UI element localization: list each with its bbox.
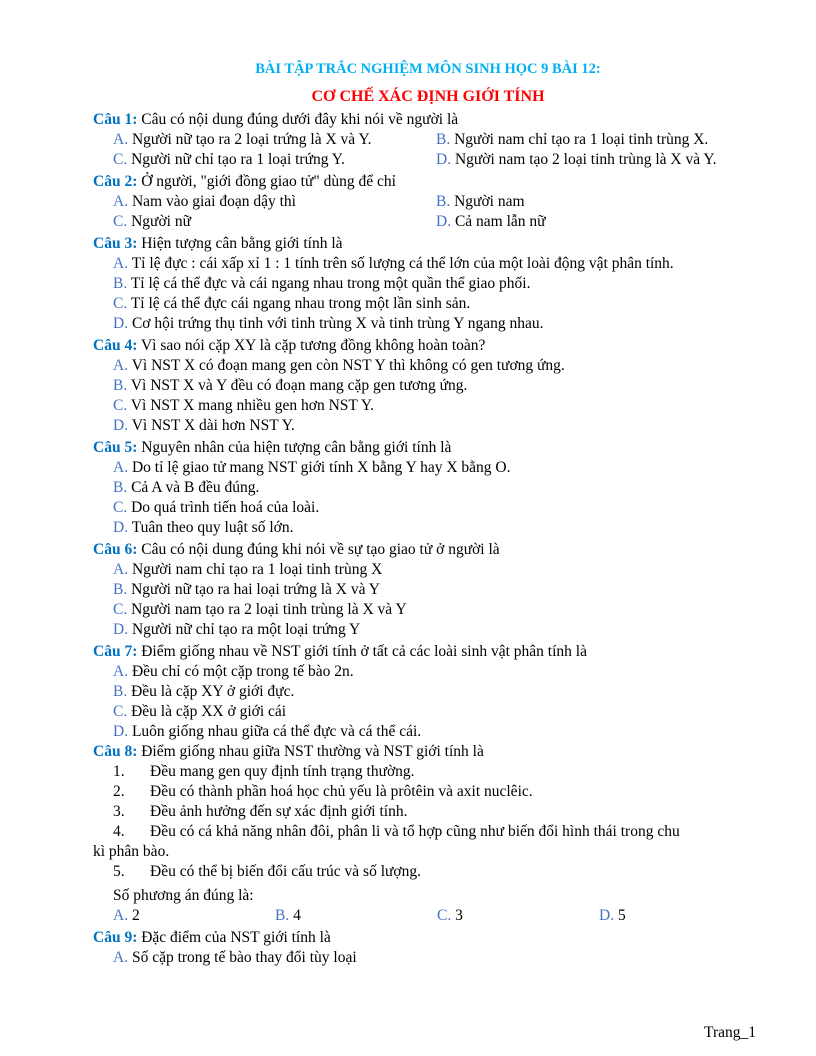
question-2 — [93, 172, 763, 232]
question-text: Đặc điểm của NST giới tính là — [141, 929, 331, 946]
statement-number: 2. — [113, 783, 125, 800]
question-stem — [93, 438, 763, 458]
question-9 — [93, 928, 763, 968]
options-row — [93, 130, 763, 150]
option-c — [93, 396, 763, 416]
option-c — [113, 150, 436, 170]
option-d — [93, 416, 763, 436]
option-text: Do quá trình tiến hoá của loài. — [131, 499, 320, 516]
option-letter: A. — [113, 357, 129, 374]
statement-1 — [93, 762, 763, 782]
question-stem — [93, 742, 763, 762]
document-page — [93, 58, 763, 968]
option-letter: D. — [113, 723, 129, 740]
option-text: Luôn giống nhau giữa cá thể đực và cá thể cái. — [131, 723, 422, 740]
option-letter: B. — [113, 275, 128, 292]
option-letter: D. — [436, 151, 452, 168]
option-text: Người nữ tạo ra 2 loại trứng là X và Y. — [131, 131, 372, 148]
question-label: Câu 4: — [93, 337, 138, 354]
option-d — [93, 314, 763, 334]
option-letter: B. — [436, 193, 451, 210]
statement-2 — [93, 782, 763, 802]
option-text: Tỉ lệ đực : cái xấp xỉ 1 : 1 tính trên số lượng cá thể lớn của một loài động vật phân tính. — [131, 255, 674, 272]
option-c — [113, 212, 436, 232]
option-a — [93, 254, 763, 274]
question-label: Câu 1: — [93, 111, 138, 128]
option-letter: D. — [113, 519, 129, 536]
question-4 — [93, 336, 763, 436]
question-label: Câu 2: — [93, 173, 138, 190]
option-text: Người nam — [454, 193, 525, 210]
options-row — [93, 192, 763, 212]
option-letter: C. — [113, 213, 128, 230]
option-text: Tỉ lệ cá thể đực và cái ngang nhau trong một quần thể giao phối. — [130, 275, 531, 292]
option-text: Do tỉ lệ giao tử mang NST giới tính X bằng Y hay X bằng O. — [131, 459, 511, 476]
option-letter: C. — [113, 397, 128, 414]
option-letter: A. — [113, 949, 129, 966]
question-label: Câu 5: — [93, 439, 138, 456]
statement-5 — [93, 862, 763, 882]
option-b — [436, 130, 759, 150]
option-letter: C. — [113, 601, 128, 618]
option-c — [93, 600, 763, 620]
question-text: Câu có nội dung đúng khi nói về sự tạo giao tử ở người là — [141, 541, 500, 558]
option-text: Tuân theo quy luật số lớn. — [131, 519, 294, 536]
option-text: Người nữ chỉ tạo ra một loại trứng Y — [131, 621, 361, 638]
statement-4 — [93, 822, 763, 842]
option-text: 3 — [455, 907, 463, 924]
question-6 — [93, 540, 763, 640]
option-d — [93, 518, 763, 538]
option-b — [93, 274, 763, 294]
option-letter: B. — [275, 907, 290, 924]
question-label: Câu 7: — [93, 643, 138, 660]
question-text: Điểm giống nhau giữa NST thường và NST giới tính là — [141, 743, 484, 760]
option-a — [93, 458, 763, 478]
option-a — [93, 560, 763, 580]
option-letter: B. — [113, 377, 128, 394]
question-stem — [93, 928, 763, 948]
options-row — [93, 906, 763, 926]
option-letter: D. — [113, 417, 129, 434]
question-stem — [93, 234, 763, 254]
statement-3 — [93, 802, 763, 822]
question-text: Vì sao nói cặp XY là cặp tương đồng không hoàn toàn? — [140, 337, 486, 354]
option-text: Vì NST X dài hơn NST Y. — [131, 417, 295, 434]
option-d — [436, 150, 759, 170]
option-letter: A. — [113, 561, 129, 578]
option-c — [93, 294, 763, 314]
question-stem — [93, 110, 763, 130]
question-label: Câu 8: — [93, 743, 138, 760]
option-text: Vì NST X mang nhiều gen hơn NST Y. — [130, 397, 374, 414]
option-letter: D. — [113, 621, 129, 638]
page-number: Trang_1 — [704, 1024, 756, 1041]
option-text: Cơ hội trứng thụ tinh với tinh trùng X và tinh trùng Y ngang nhau. — [131, 315, 544, 332]
option-letter: C. — [113, 295, 128, 312]
option-text: Cả A và B đều đúng. — [131, 479, 260, 496]
option-text: Người nam chỉ tạo ra 1 loại tinh trùng X — [131, 561, 383, 578]
question-text: Câu có nội dung đúng dưới đây khi nói về người là — [141, 111, 459, 128]
option-b — [436, 192, 759, 212]
option-text: Vì NST X và Y đều có đoạn mang cặp gen tương ứng. — [130, 377, 468, 394]
option-d — [93, 620, 763, 640]
option-text: Tỉ lệ cá thể đực cái ngang nhau trong một lần sinh sản. — [130, 295, 471, 312]
statement-number: 4. — [113, 823, 125, 840]
option-letter: C. — [437, 907, 452, 924]
options-row — [93, 212, 763, 232]
question-text: Ở người, "giới đồng giao tử" dùng để chỉ — [141, 173, 396, 190]
option-text: 4 — [293, 907, 301, 924]
option-b — [93, 580, 763, 600]
option-a — [113, 906, 275, 926]
option-d — [436, 212, 759, 232]
statement-4-continuation: kì phân bào. — [93, 843, 170, 860]
option-letter: A. — [113, 255, 129, 272]
question-stem — [93, 336, 763, 356]
question-text: Điểm giống nhau về NST giới tính ở tất cả các loài sinh vật phân tính là — [141, 643, 587, 660]
option-a — [93, 662, 763, 682]
statement-number: 5. — [113, 863, 125, 880]
option-letter: A. — [113, 131, 129, 148]
option-text: Cả nam lẫn nữ — [454, 213, 546, 230]
option-text: Người nam tạo ra 2 loại tinh trùng là X và Y — [131, 601, 407, 618]
question-label: Câu 3: — [93, 235, 138, 252]
option-letter: A. — [113, 193, 129, 210]
question-stem — [93, 540, 763, 560]
option-letter: B. — [113, 581, 128, 598]
option-d — [93, 722, 763, 742]
option-text: Người nữ chỉ tạo ra 1 loại trứng Y. — [131, 151, 345, 168]
statement-text: Đều mang gen quy định tính trạng thường. — [150, 763, 415, 780]
option-text: 5 — [617, 907, 626, 924]
option-letter: A. — [113, 459, 129, 476]
option-c — [93, 498, 763, 518]
option-d — [599, 906, 761, 926]
option-c — [437, 906, 599, 926]
question-5 — [93, 438, 763, 538]
statement-text: Đều có thể bị biến đổi cấu trúc và số lượng. — [150, 863, 421, 880]
option-a — [113, 192, 436, 212]
option-b — [93, 682, 763, 702]
question-stem — [93, 172, 763, 192]
option-a — [93, 356, 763, 376]
option-letter: D. — [599, 907, 615, 924]
question-8 — [93, 742, 763, 926]
option-text: Đều là cặp XY ở giới đực. — [131, 683, 295, 700]
question-7 — [93, 642, 763, 742]
question-text: Hiện tượng cân bằng giới tính là — [141, 235, 343, 252]
option-letter: B. — [113, 479, 128, 496]
question-prompt: Số phương án đúng là: — [113, 887, 254, 904]
statement-text: Đều có cá khả năng nhân đôi, phân li và tổ hợp cũng như biến đổi hình thái trong chu — [150, 823, 680, 840]
option-letter: A. — [113, 663, 129, 680]
option-letter: B. — [436, 131, 451, 148]
question-3 — [93, 234, 763, 334]
question-label: Câu 6: — [93, 541, 138, 558]
option-c — [93, 702, 763, 722]
option-b — [93, 478, 763, 498]
document-title: BÀI TẬP TRẮC NGHIỆM MÔN SINH HỌC 9 BÀI 12: — [255, 61, 601, 77]
question-text: Nguyên nhân của hiện tượng cân bằng giới tính là — [141, 439, 452, 456]
statement-text: Đều ảnh hưởng đến sự xác định giới tính. — [150, 803, 408, 820]
option-text: Vì NST X có đoạn mang gen còn NST Y thì không có gen tương ứng. — [131, 357, 565, 374]
option-a — [113, 130, 436, 150]
option-letter: D. — [113, 315, 129, 332]
option-letter: C. — [113, 703, 128, 720]
option-text: Người nam tạo 2 loại tinh trùng là X và Y. — [454, 151, 717, 168]
option-letter: C. — [113, 151, 128, 168]
option-a — [93, 948, 763, 968]
option-text: Người nam chỉ tạo ra 1 loại tinh trùng X. — [454, 131, 709, 148]
option-text: Người nữ tạo ra hai loại trứng là X và Y — [131, 581, 380, 598]
option-text: Đều là cặp XX ở giới cái — [131, 703, 287, 720]
option-text: Đều chỉ có một cặp trong tế bào 2n. — [131, 663, 354, 680]
document-subtitle: CƠ CHẾ XÁC ĐỊNH GIỚI TÍNH — [311, 88, 545, 105]
option-text: 2 — [131, 907, 140, 924]
question-stem — [93, 642, 763, 662]
option-text: Số cặp trong tế bào thay đổi tùy loại — [131, 949, 357, 966]
option-text: Người nữ — [131, 213, 191, 230]
question-1 — [93, 110, 763, 170]
statement-number: 1. — [113, 763, 125, 780]
options-row — [93, 150, 763, 170]
option-letter: D. — [436, 213, 452, 230]
option-text: Nam vào giai đoạn dậy thì — [131, 193, 296, 210]
option-letter: A. — [113, 907, 129, 924]
option-b — [275, 906, 437, 926]
option-letter: B. — [113, 683, 128, 700]
question-label: Câu 9: — [93, 929, 138, 946]
option-letter: C. — [113, 499, 128, 516]
option-b — [93, 376, 763, 396]
statement-text: Đều có thành phần hoá học chủ yếu là prôtêin và axit nuclêic. — [150, 783, 533, 800]
statement-number: 3. — [113, 803, 125, 820]
